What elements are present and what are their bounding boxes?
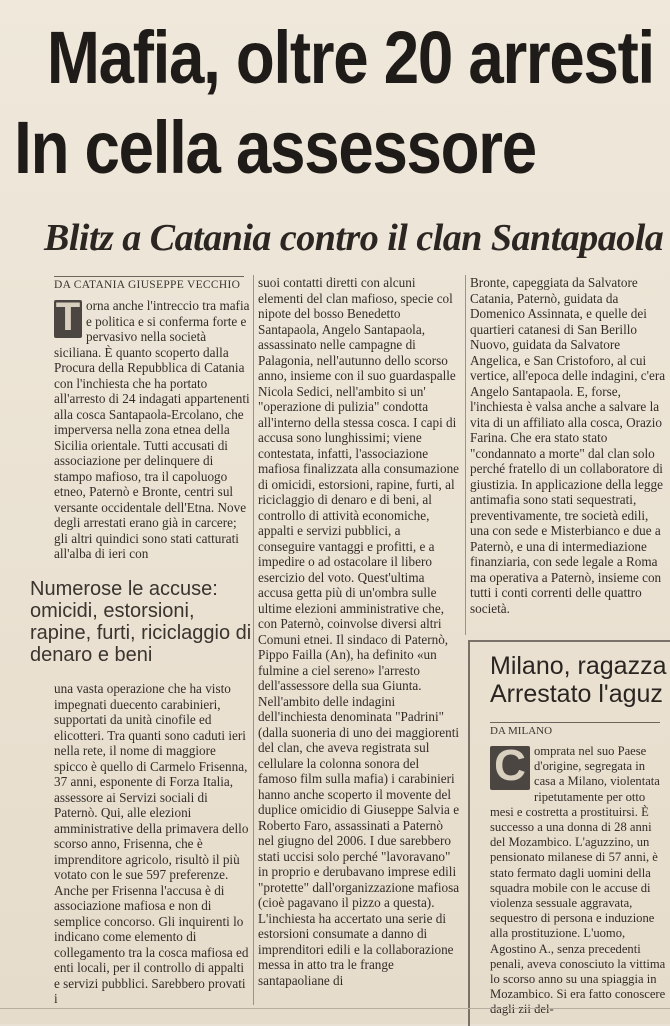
subheadline: Blitz a Catania contro il clan Santapaola (44, 217, 664, 259)
article-column-2 (258, 275, 460, 988)
column-divider (465, 275, 466, 635)
article-text-col1: orna anche l'intreccio tra mafia e politica e si conferma forte e pervasivo nella società siciliana. È quanto scoperto dalla Procura della Repubblica di Catania con l'inchiesta che ha portato all'arresto di 24 indagati appartenenti alla cosca Santapaola-Ercolano, che imperversa nella zona etnea della Sicilia orientale. Tutti accusati di associazione per delinquere di stampo mafioso, tra il capoluogo etneo, Paternò e Bronte, centri sul versante occidentale dell'Etna. Nove degli arrestati erano già in carcere; gli altri quindici sono stati catturati all'alba di ieri con (54, 298, 250, 561)
bottom-rule (0, 1008, 670, 1009)
article-column-3 (470, 275, 670, 616)
article-text-col3: Bronte, capeggiata da Salvatore Catania, Paternò, guidata da Domenico Assinnata, e quelle dei quartieri catanesi di San Berillo Nuovo, guidata da Salvatore Angelica, e San Cristoforo, al cui vertice, all'epoca delle indagini, c'era Angelo Santapaola. E, forse, l'inchiesta è valsa anche a salvare la vita di un affiliato alla cosca, Orazio Farina. Che era stato stato "condannato a morte" dal clan solo perché fratello di un collaboratore di giustizia. In applicazione della legge antimafia sono stati sequestrati, preventivamente, tre società edili, una con sede e Misterbianco e due a Paternò, e una di intermediazione finanziaria, con sede legale a Roma ma operativa a Paternò, insieme con tutti i conti correnti delle quattro società. (470, 275, 666, 616)
dropcap: T (55, 295, 81, 339)
article-text-col1b: una vasta operazione che ha visto impegnati duecento carabinieri, supportati da unità cinofile ed elicotteri. Tra quanti sono caduti ieri nella rete, il nome di maggiore spicco è quello di Carmelo Frisenna, 37 anni, esponente di Forza Italia, assessore ai Servizi sociali di Paternò. Qui, alle elezioni amministrative della primavera dello scorso anno, Frisenna, che è imprenditore agricolo, risultò il più votato con le sue 597 preferenze. Anche per Frisenna l'accusa è di associazione mafiosa e non di semplice concorso. Gli inquirenti lo indicano come elemento di collegamento tra la cosca mafiosa ed enti locali, per il controllo di appalti e servizi pubblici. Sarebbero provati i (54, 681, 249, 1006)
sidebar-headline (490, 652, 670, 708)
byline-author: GIUSEPPE VECCHIO (127, 279, 241, 291)
headline-line-1: Mafia, oltre 20 arresti (46, 16, 654, 99)
column-divider (253, 275, 254, 1005)
article-text-col2: suoi contatti diretti con alcuni elementi del clan mafioso, specie col nipote del bosso Benedetto Santapaola, Angelo Santapaola, assassinato nelle campagne di Palagonia, nell'autunno dello scorso anno, insieme con il suo guardaspalle Nicola Sedici, nell'ambito si un' "operazione di pulizia" condotta all'interno della stessa cosca. I capi di accusa sono lunghissimi; viene contestata, infatti, l'associazione mafiosa finalizzata alla consumazione di omicidi, estorsioni, rapine, furti, al riciclaggio di denaro e di beni, al controllo di attività economiche, appalti e servizi pubblici, a conseguire vantaggi e profitti, e a impedire o ad ostacolare il libero esercizio del voto. Quest'ultima accusa getta più di un'ombra sulle ultime elezioni amministrative che, con Paternò, coinvolse diversi altri Comuni etnei. Il sindaco di Paternò, Pippo Failla (An), ha definito «un fulmine a ciel sereno» l'arresto dell'assessore della sua Giunta. Nell'ambito delle indagini dell'inchiesta denominata "Padrini" (dalla suoneria di uno dei maggiorenti del clan, che aveva registrata sul cellulare la colonna sonora del famoso film sulla mafia) i carabinieri hanno anche scoperto il movente del duplice omicidio di Giuseppe Salvia e Roberto Faro, assassinati a Paternò nel giugno del 2006. I due sarebbero stati uccisi solo perché "lavoravano" in proprio e derubavano imprese edili "protette" dall'organizzazione mafiosa (cioè pagavano il pizzo a questa). L'inchiesta ha accertato una serie di estorsioni consumate a danno di imprenditori edili e la collaborazione messa in atto tra le frange santapaoliane di (258, 275, 460, 988)
sidebar-headline-line-1: Milano, ragazza (490, 652, 667, 680)
sidebar-article-text: omprata nel suo Paese d'origine, segregata in casa a Milano, violentata ripetutamente per otto mesi e costretta a prostituirsi. È successo a una donna di 28 anni del Mozambico. L'aguzzino, un pensionato milanese di 57 anni, è stato fermato dagli uomini della squadra mobile con le accuse di violenza sessuale aggravata, sequestro di persona e induzione alla prostituzione. L'uomo, Agostino A., senza precedenti penali, aveva conosciuto la vittima lo scorso anno su una spiaggia in Mozambico. Si era fatto conoscere dagli zii del- (490, 744, 666, 1017)
sidebar-headline-line-2: Arrestato l'aguz (490, 680, 663, 708)
sidebar-article-column (490, 741, 668, 1018)
byline-place: DA CATANIA (54, 279, 125, 291)
pull-quote: Numerose le accuse: omicidi, estorsioni, rapine, furti, riciclaggio di denaro e beni (30, 578, 252, 666)
article-column-1-continued (54, 681, 250, 1007)
byline (54, 276, 244, 291)
headline-line-2: In cella assessore (14, 106, 536, 189)
sidebar-byline: DA MILANO (490, 722, 660, 737)
sidebar-dropcap: C (490, 746, 530, 790)
article-column-1 (54, 295, 250, 562)
